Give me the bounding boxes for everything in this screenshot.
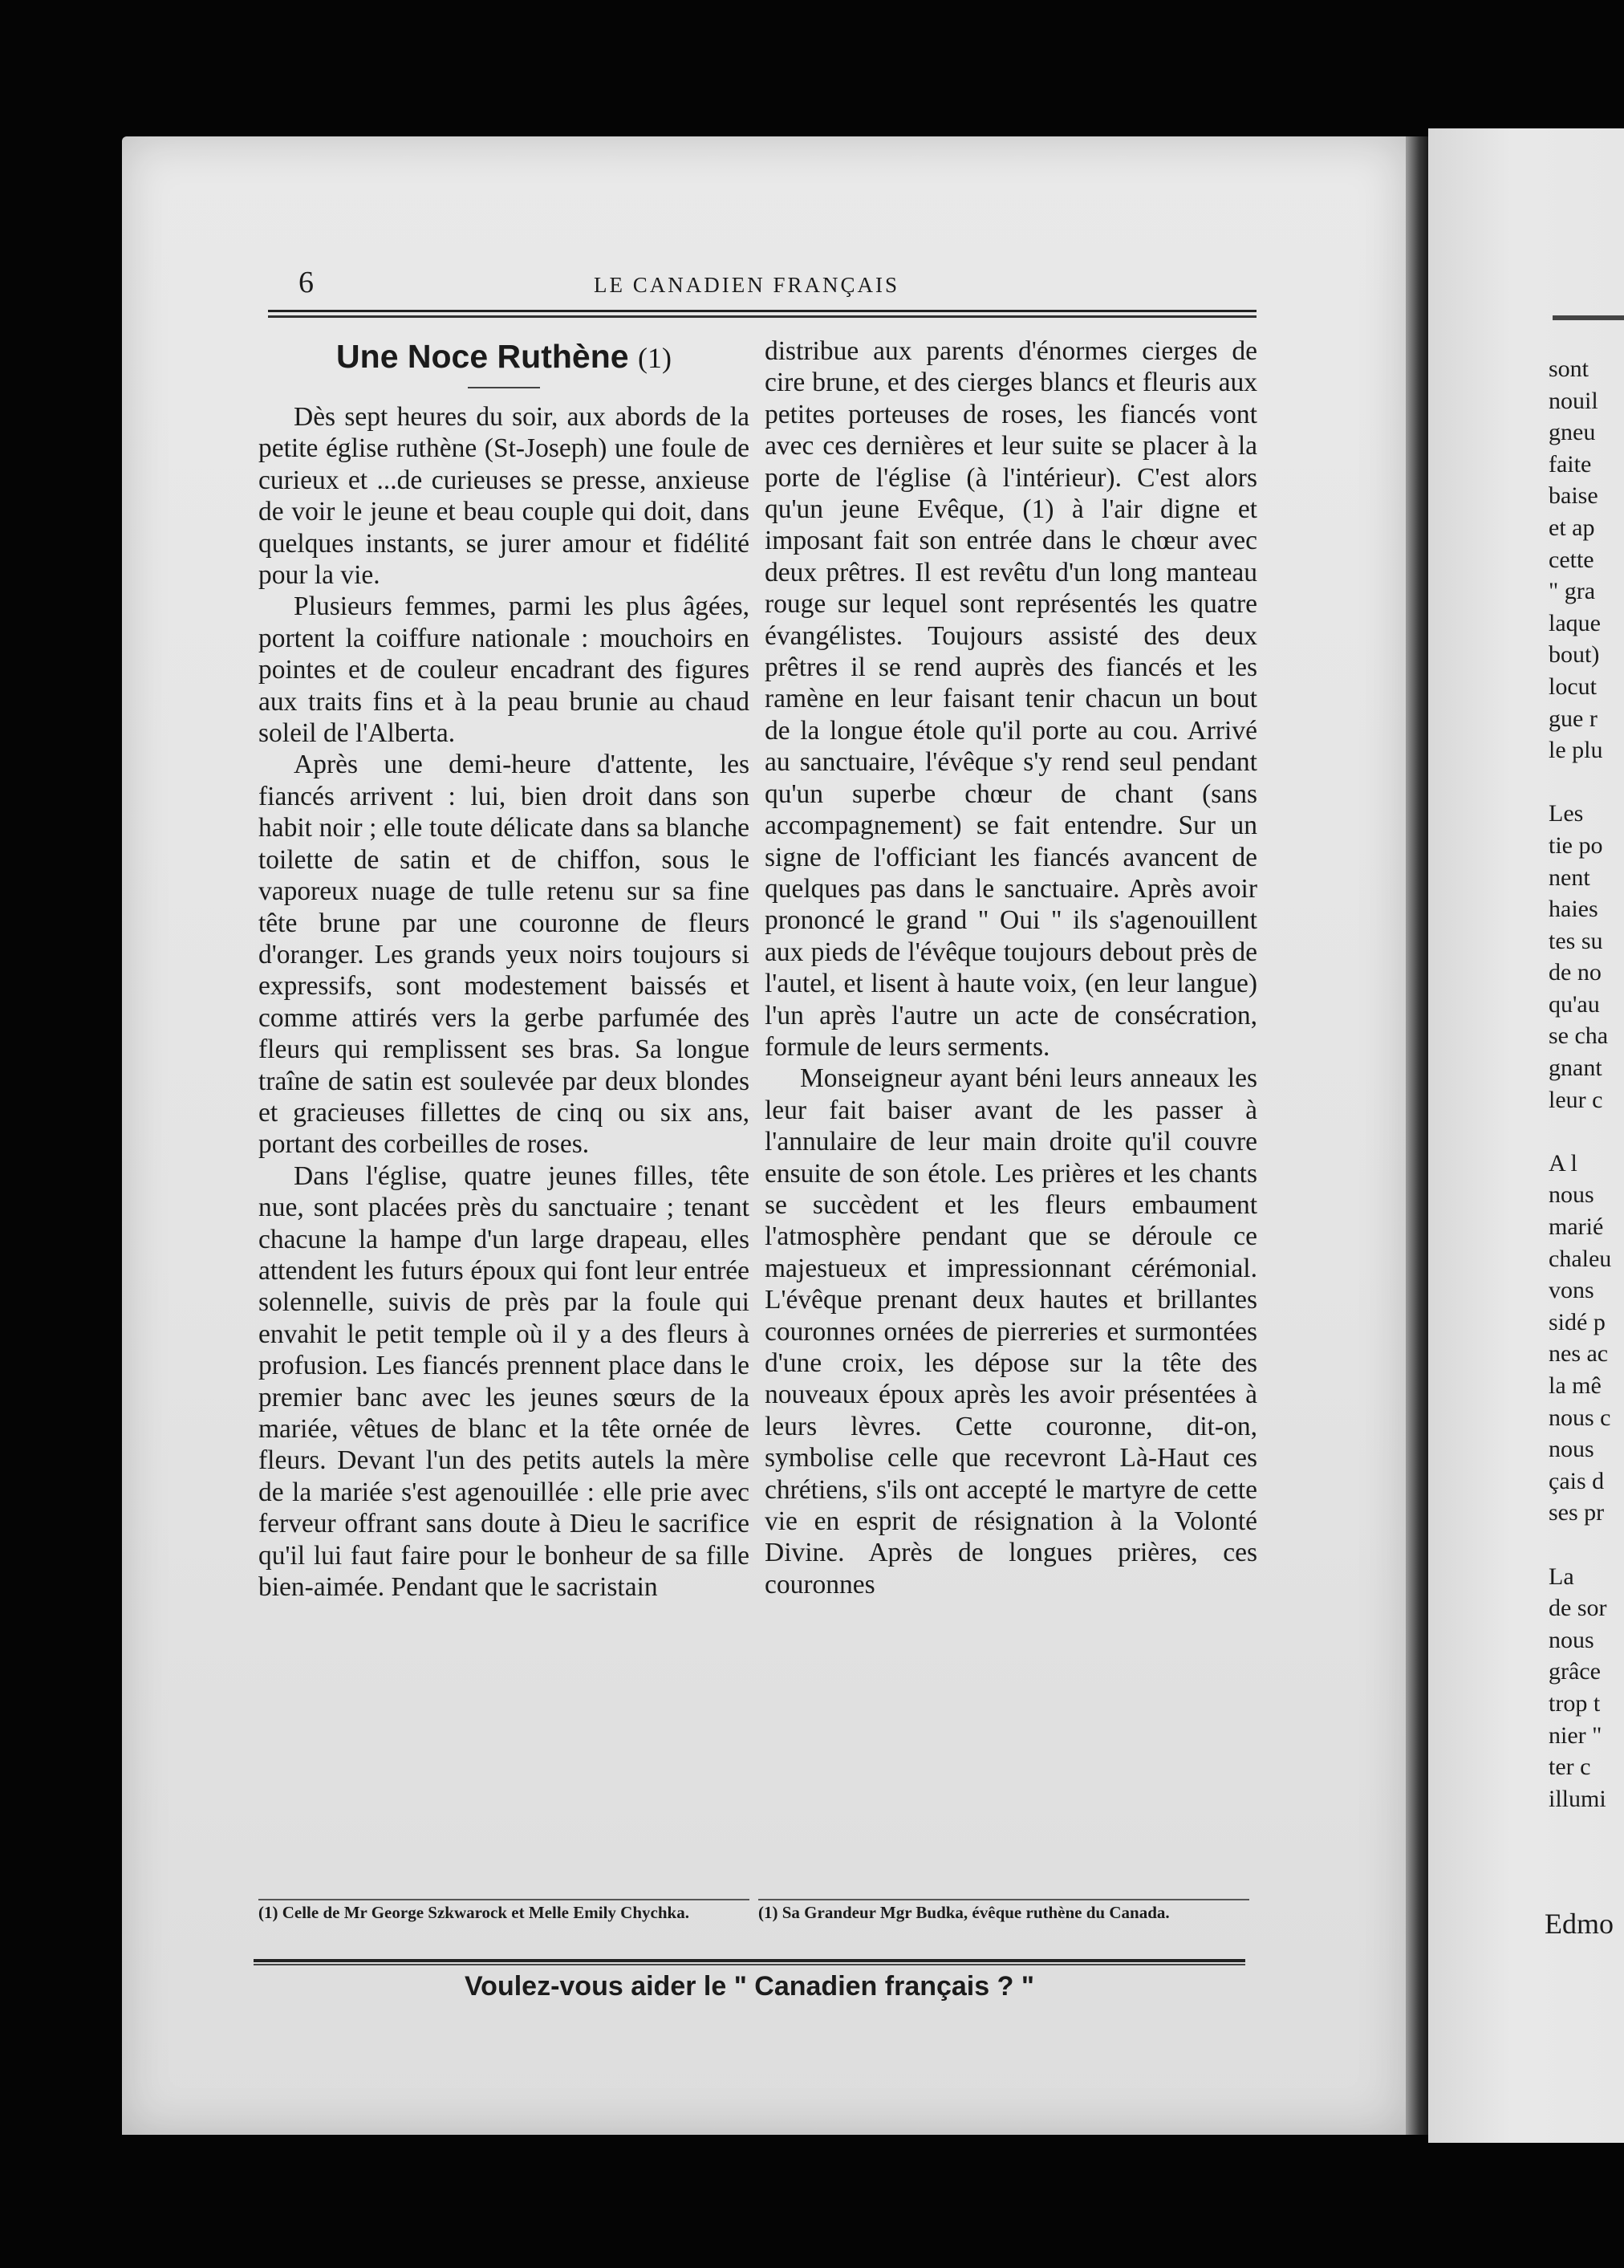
adjacent-line: nous c (1549, 1404, 1611, 1431)
adjacent-line: çais d (1549, 1467, 1605, 1494)
adjacent-line: le plu (1549, 737, 1603, 764)
adjacent-line: ter c (1549, 1754, 1591, 1781)
article-title-footnote-ref: (1) (637, 342, 672, 374)
adjacent-line: gue r (1549, 705, 1598, 732)
adjacent-signature: Edmo (1545, 1908, 1614, 1940)
adjacent-line: marié (1549, 1213, 1604, 1241)
paragraph: Dès sept heures du soir, aux abords de la petite église ruthène (St-Joseph) une foule de curieux et ...de curieuses se presse, anxieuse de voir le jeune et beau couple qui doit, dans quelques instants, se jurer amour et fidélité pour la vie. (258, 402, 749, 591)
adjacent-line: bout) (1549, 641, 1600, 669)
adjacent-line (1549, 766, 1611, 799)
article-column-left (258, 335, 749, 1603)
adjacent-line: haies (1549, 896, 1598, 923)
adjacent-line: grâce (1549, 1658, 1601, 1685)
footer-slogan: Voulez-vous aider le " Canadien français ? " (465, 1971, 1034, 2002)
adjacent-line: laque (1549, 609, 1601, 636)
footnote-rule-left (258, 1899, 749, 1900)
adjacent-line: nier " (1549, 1721, 1602, 1749)
page-number: 6 (298, 266, 314, 299)
paragraph: Après une demi-heure d'attente, les fiancés arrivent : lui, bien droit dans son habit noir ; elle toute délicate dans sa blanche toilette de satin et de chiffon, sous le vaporeux nuage de tulle retenu sur sa fine tête brune par une couronne de fleurs d'oranger. Les grands yeux noirs toujours si expressifs, sont modestement baissés et comme attirés vers la gerbe parfumée des fleurs qui remplissent ses bras. Sa longue traîne de satin est soulevée par deux blondes et gracieuses fillettes de cinq ou six ans, portant des corbeilles de roses. (258, 750, 749, 1160)
paragraph: Monseigneur ayant béni leurs anneaux les leur fait baiser avant de les passer à l'annulaire de leur main droite qu'il couvre ensuite de son étole. Les prières et les chants se succèdent et les fleurs embaument l'atmosphère pendant que se déroule ce majestueux et impressionnant cérémonial. L'évêque prenant deux hautes et brillantes couronnes ornées de pierreries et surmontées d'une croix, les dépose sur la tête des nouveaux époux après les avoir présentées à leurs lèvres. Cette couronne, dit-on, symbolise celle que recevront Là-Haut ces chrétiens, s'ils ont accepté le martyre de cette vie en esprit de résignation à la Volonté Divine. Après de longues prières, ces couronnes (765, 1063, 1257, 1599)
adjacent-line: Les (1549, 800, 1584, 827)
adjacent-line: tie po (1549, 831, 1603, 859)
adjacent-line: gnant (1549, 1055, 1602, 1082)
article-title-text: Une Noce Ruthène (336, 338, 629, 375)
article-column-right (765, 335, 1257, 1600)
adjacent-line: chaleu (1549, 1245, 1612, 1272)
footnote-left: (1) Celle de Mr George Szkwarock et Melle Emily Chychka. (258, 1903, 689, 1922)
footnote-rule-right (758, 1899, 1249, 1900)
adjacent-line: nous (1549, 1436, 1594, 1463)
adjacent-line: ses pr (1549, 1499, 1605, 1526)
adjacent-line: faite (1549, 450, 1592, 478)
adjacent-line: cette (1549, 546, 1594, 573)
adjacent-line: A l (1549, 1149, 1577, 1177)
title-divider (468, 387, 540, 388)
adjacent-line: se cha (1549, 1022, 1609, 1050)
adjacent-line: qu'au (1549, 990, 1600, 1018)
adjacent-line: vons (1549, 1277, 1594, 1304)
adjacent-header-rule (1553, 315, 1624, 320)
adjacent-line: et ap (1549, 514, 1595, 541)
article-title (258, 337, 749, 377)
adjacent-line: trop t (1549, 1689, 1601, 1717)
paragraph: distribue aux parents d'énormes cierges de cire brune, et des cierges blancs et fleuris aux petites porteuses de roses, les fiancés vont avec ces dernières et leur suite se placer à la porte de l'église (à l'intérieur). C'est alors qu'un jeune Evêque, (1) à l'air digne et imposant fait son entrée dans le chœur avec deux prêtres. Il est revêtu d'un long manteau rouge sur lequel sont représentés les quatre évangélistes. Toujours assisté des deux prêtres il se rend auprès des fiancés et les ramène en leur faisant tenir chacun un bout de la longue étole qu'il porte au cou. Arrivé au sanctuaire, l'évêque s'y rend seul pendant qu'un superbe chœur de chant (sans accompagnement) se fait entendre. Sur un signe de l'officiant les fiancés avancent de quelques pas dans le sanctuaire. Après avoir prononcé le grand " Oui " ils s'agenouillent aux pieds de l'évêque toujours debout près de l'autel, et lisent à haute voix, (en leur langue) l'un après l'autre un acte de consécration, formule de leurs serments. (765, 336, 1257, 1062)
adjacent-line: sidé p (1549, 1308, 1606, 1335)
adjacent-line: nouil (1549, 387, 1598, 414)
adjacent-line: " gra (1549, 578, 1596, 605)
running-title: LE CANADIEN FRANÇAIS (594, 273, 900, 297)
adjacent-line (1549, 1116, 1611, 1148)
adjacent-line: la mê (1549, 1372, 1602, 1399)
adjacent-line: La (1549, 1563, 1574, 1590)
adjacent-line: tes su (1549, 927, 1603, 954)
adjacent-line: nous (1549, 1626, 1594, 1653)
adjacent-line: illumi (1549, 1785, 1606, 1812)
adjacent-line (1549, 1529, 1611, 1561)
adjacent-page-text (1549, 353, 1611, 1815)
header-rule (268, 310, 1257, 318)
adjacent-line: sont (1549, 356, 1589, 382)
adjacent-line: baise (1549, 482, 1598, 510)
adjacent-line: nes ac (1549, 1340, 1609, 1368)
adjacent-line: nent (1549, 864, 1590, 891)
adjacent-line: locut (1549, 673, 1597, 700)
footer-rule (254, 1959, 1245, 1965)
paragraph: Dans l'église, quatre jeunes filles, tête nue, sont placées près du sanctuaire ; tenant chacune la hampe d'un large drapeau, elles attendent les futurs époux qui font leur entrée solennelle, suivis de près par la foule qui envahit le petit temple où il y a des fleurs à profusion. Les fiancés prennent place dans le premier banc avec les jeunes sœurs de la mariée, vêtues de blanc et la tête ornée de fleurs. Devant l'un des petits autels la mère de la mariée s'est agenouillée : elle prie avec ferveur offrant sans doute à Dieu le sacrifice qu'il lui faut faire pour le bonheur de sa fille bien-aimée. Pendant que le sacristain (258, 1160, 749, 1603)
adjacent-line: nous (1549, 1181, 1594, 1209)
paragraph: Plusieurs femmes, parmi les plus âgées, portent la coiffure nationale : mouchoirs en pointes et de couleur encadrant des figures aux traits fins et à la peau brunie au chaud soleil de l'Alberta. (258, 591, 749, 749)
adjacent-line: de sor (1549, 1595, 1607, 1622)
page-gutter (1406, 136, 1428, 2135)
adjacent-line: gneu (1549, 419, 1596, 446)
footnote-right: (1) Sa Grandeur Mgr Budka, évêque ruthène du Canada. (758, 1903, 1170, 1922)
adjacent-line: leur c (1549, 1086, 1603, 1113)
adjacent-line: de no (1549, 959, 1602, 986)
